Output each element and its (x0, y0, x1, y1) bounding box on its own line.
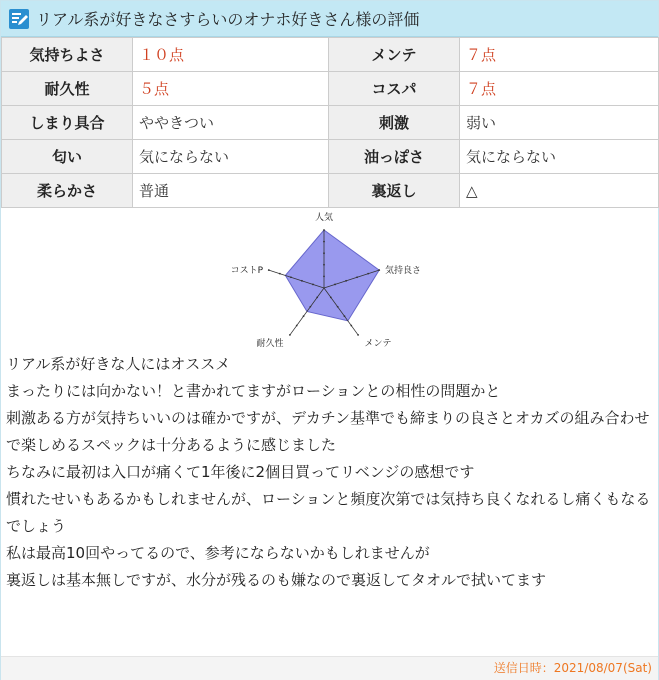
radar-tick (378, 269, 380, 271)
spec-row (2, 72, 659, 106)
spec-key: 油っぽさ (329, 140, 460, 174)
spec-key: 気持ちよさ (2, 38, 133, 72)
radar-chart (1, 212, 658, 352)
radar-axis-label: 気持良さ (384, 265, 421, 276)
radar-tick (334, 284, 336, 286)
radar-tick (344, 315, 346, 317)
radar-tick (303, 315, 305, 317)
review-line: ちなみに最初は入口が痛くて1年後に2個目買ってリベンジの感想です (6, 463, 475, 481)
spec-value: 気にならない (133, 140, 329, 174)
review-line: 慣れたせいもあるかもしれませんが、ローションと頻度次第では気持ち良くなれるし痛くもなるでしょう (6, 490, 651, 535)
radar-tick (268, 269, 270, 271)
sent-datetime: 送信日時：2021/08/07(Sat) (493, 661, 652, 675)
spec-key: コスパ (329, 72, 460, 106)
spec-value: 普通 (133, 174, 329, 208)
spec-row (2, 106, 659, 140)
spec-value: ７点 (460, 72, 659, 106)
radar-tick (296, 325, 298, 327)
radar-axis-label: コストP (230, 265, 264, 276)
radar-tick (289, 334, 291, 336)
radar-tick (323, 241, 325, 243)
radar-tick (323, 252, 325, 254)
spec-row (2, 38, 659, 72)
spec-value: 弱い (460, 106, 659, 140)
radar-tick (330, 296, 332, 298)
radar-tick (367, 273, 369, 275)
radar-tick (312, 284, 314, 286)
spec-value: ７点 (460, 38, 659, 72)
radar-tick (356, 276, 358, 278)
spec-key: メンテ (329, 38, 460, 72)
radar-tick (337, 306, 339, 308)
edit-icon (8, 8, 30, 30)
radar-tick (357, 334, 359, 336)
spec-value: １０点 (133, 38, 329, 72)
radar-tick (301, 280, 303, 282)
spec-row (2, 140, 659, 174)
radar-tick (323, 276, 325, 278)
radar-tick (279, 273, 281, 275)
review-line: 私は最高10回やってるので、参考にならないかもしれませんが (6, 544, 430, 562)
radar-data-polygon (285, 230, 379, 321)
radar-axis-label: 人気 (314, 213, 334, 223)
spec-value: △ (460, 174, 659, 208)
spec-table (1, 37, 659, 208)
review-footer (1, 656, 658, 680)
spec-key: 耐久性 (2, 72, 133, 106)
spec-key: 柔らかさ (2, 174, 133, 208)
radar-tick (323, 229, 325, 231)
spec-key: 裏返し (329, 174, 460, 208)
review-body (6, 351, 651, 594)
radar-tick (309, 306, 311, 308)
spec-key: 刺激 (329, 106, 460, 140)
review-line: まったりには向かない！と書かれてますがローションとの相性の問題かと (6, 382, 501, 400)
radar-tick (345, 280, 347, 282)
radar-chart-area (1, 212, 658, 352)
radar-tick (323, 264, 325, 266)
review-line: 裏返しは基本無しですが、水分が残るのも嫌なので裏返してタオルで拭いてます (6, 571, 547, 589)
review-header (1, 1, 658, 37)
radar-axis-label: 耐久性 (256, 339, 284, 350)
spec-value: 気にならない (460, 140, 659, 174)
spec-row (2, 174, 659, 208)
radar-tick (290, 276, 292, 278)
spec-value: ややきつい (133, 106, 329, 140)
radar-tick (350, 325, 352, 327)
review-line: 刺激ある方が気持ちいいのは確かですが、デカチン基準でも締まりの良さとオカズの組み合わせで楽しめるスペックは十分あるように感じました (6, 409, 650, 454)
spec-value: ５点 (133, 72, 329, 106)
radar-tick (316, 296, 318, 298)
review-title: リアル系が好きなさすらいのオナホ好きさん様の評価 (36, 10, 420, 29)
spec-key: しまり具合 (2, 106, 133, 140)
radar-axis-label: メンテ (364, 339, 392, 350)
review-line: リアル系が好きな人にはオススメ (6, 355, 231, 373)
spec-key: 匂い (2, 140, 133, 174)
